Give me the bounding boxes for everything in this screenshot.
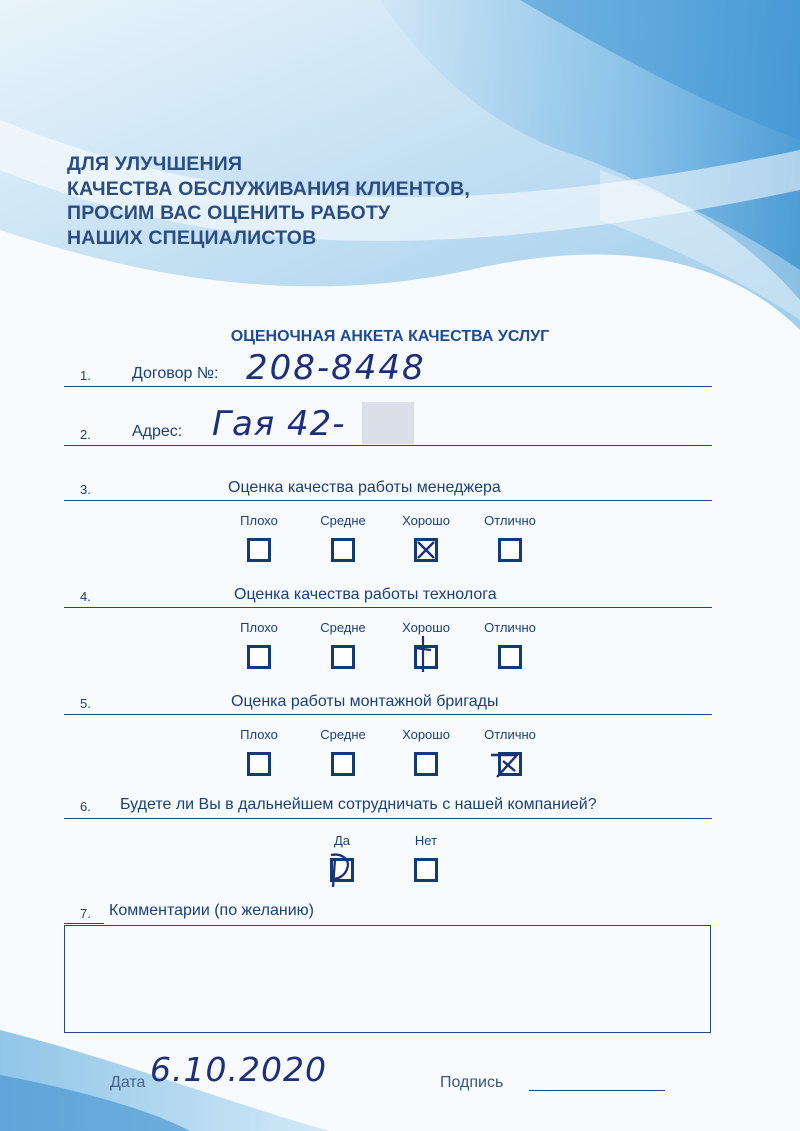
q6-label: Будете ли Вы в дальнейшем сотрудничать с нашей компанией? <box>120 796 597 813</box>
q4-label: Оценка качества работы технолога <box>234 586 497 603</box>
q5-checkbox-average[interactable] <box>331 752 355 776</box>
address-field[interactable]: Гая 42- <box>212 404 346 444</box>
q3-option-excellent: Отлично <box>484 513 536 528</box>
q6-number: 6. <box>80 799 91 814</box>
q3-option-bad: Плохо <box>240 513 278 528</box>
header-line-2: КАЧЕСТВА ОБСЛУЖИВАНИЯ КЛИЕНТОВ, <box>67 177 471 200</box>
contract-number-field[interactable]: 208-8448 <box>246 348 426 388</box>
check-mark-icon <box>487 745 523 781</box>
check-mark-icon <box>411 634 435 674</box>
check-mark-icon <box>327 849 357 889</box>
q4-underline <box>64 607 712 608</box>
q5-checkbox-excellent[interactable] <box>498 752 522 776</box>
q1-number: 1. <box>80 368 91 383</box>
q2-underline <box>64 445 712 446</box>
signature-field[interactable] <box>529 1090 665 1091</box>
date-label: Дата <box>110 1074 146 1091</box>
q4-checkbox-good[interactable] <box>414 645 438 669</box>
signature-label: Подпись <box>440 1074 504 1091</box>
q4-option-excellent: Отлично <box>484 620 536 635</box>
q1-label: Договор №: <box>132 365 219 382</box>
q4-checkbox-excellent[interactable] <box>498 645 522 669</box>
header-line-1: ДЛЯ УЛУЧШЕНИЯ <box>67 153 243 175</box>
comments-box[interactable] <box>64 925 711 1033</box>
q7-label: Комментарии (по желанию) <box>109 902 314 919</box>
q5-number: 5. <box>80 696 91 711</box>
q5-option-bad: Плохо <box>240 727 278 742</box>
q4-checkbox-bad[interactable] <box>247 645 271 669</box>
q4-option-bad: Плохо <box>240 620 278 635</box>
q5-option-good: Хорошо <box>402 727 450 742</box>
q3-underline <box>64 500 712 501</box>
q3-option-average: Средне <box>320 513 366 528</box>
q3-number: 3. <box>80 482 91 497</box>
q1-underline <box>64 386 712 387</box>
header-line-4: НАШИХ СПЕЦИАЛИСТОВ <box>67 226 317 249</box>
q3-checkbox-average[interactable] <box>331 538 355 562</box>
form-title: ОЦЕНОЧНАЯ АНКЕТА КАЧЕСТВА УСЛУГ <box>230 328 550 345</box>
q2-label: Адрес: <box>132 423 183 440</box>
q4-option-average: Средне <box>320 620 366 635</box>
q4-number: 4. <box>80 589 91 604</box>
q5-checkbox-good[interactable] <box>414 752 438 776</box>
q3-checkbox-excellent[interactable] <box>498 538 522 562</box>
q6-checkbox-yes[interactable] <box>330 858 354 882</box>
q5-option-excellent: Отлично <box>484 727 536 742</box>
q3-option-good: Хорошо <box>402 513 450 528</box>
q6-option-yes: Да <box>333 833 351 848</box>
q6-option-no: Нет <box>414 833 438 848</box>
q5-underline <box>64 714 712 715</box>
q6-underline <box>64 818 712 819</box>
q7-underline <box>64 923 104 924</box>
header-text <box>67 152 470 250</box>
q6-checkbox-no[interactable] <box>414 858 438 882</box>
q7-number: 7. <box>80 906 91 921</box>
q4-option-good: Хорошо <box>402 620 450 635</box>
q4-checkbox-average[interactable] <box>331 645 355 669</box>
q5-checkbox-bad[interactable] <box>247 752 271 776</box>
redacted-area <box>362 402 414 444</box>
q5-option-average: Средне <box>320 727 366 742</box>
q3-label: Оценка качества работы менеджера <box>228 479 501 496</box>
q2-number: 2. <box>80 427 91 442</box>
check-mark-icon <box>417 541 435 559</box>
q3-checkbox-good[interactable] <box>414 538 438 562</box>
q3-checkbox-bad[interactable] <box>247 538 271 562</box>
header-line-3: ПРОСИМ ВАС ОЦЕНИТЬ РАБОТУ <box>67 202 391 224</box>
q5-label: Оценка работы монтажной бригады <box>231 693 499 710</box>
date-field[interactable]: 6.10.2020 <box>150 1050 327 1089</box>
